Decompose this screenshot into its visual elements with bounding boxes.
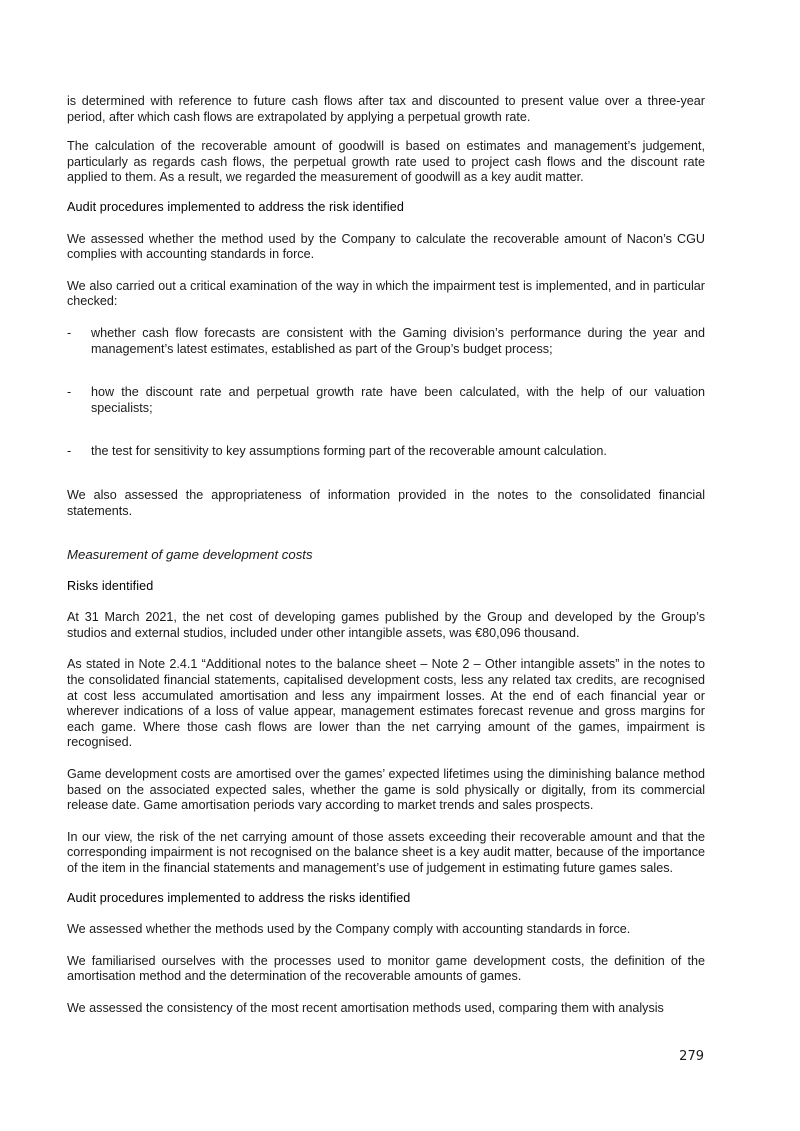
paragraph-goodwill-cashflows: is determined with reference to future cash flows after tax and discounted to present value over a three-year period, after which cash flows are extrapolated by applying a perpetual growth rate.: [67, 94, 705, 124]
list-item-text: the test for sensitivity to key assumptions forming part of the recoverable amount calculation.: [91, 444, 607, 459]
paragraph-method-assessment: We assessed whether the method used by the Company to calculate the recoverable amount of Nacon’s CGU complies with accounting standards in force.: [67, 231, 705, 262]
paragraph-net-cost: At 31 March 2021, the net cost of developing games published by the Group and developed by the Group’s studios and external studios, included under other intangible assets, was €80,096 thousand.: [67, 610, 705, 640]
subsection-title: Measurement of game development costs: [67, 547, 313, 563]
list-item: [67, 444, 705, 460]
paragraph-methods-compliance: We assessed whether the methods used by the Company comply with accounting standards in force.: [67, 922, 631, 937]
page-number: 279: [679, 1049, 704, 1064]
list-item: [67, 385, 705, 416]
heading-risks-identified: Risks identified: [67, 578, 154, 593]
list-item-text: how the discount rate and perpetual growth rate have been calculated, with the help of our valuation specialists;: [91, 385, 705, 415]
paragraph-note-reference: As stated in Note 2.4.1 “Additional notes to the balance sheet – Note 2 – Other intangible assets” in the notes to the consolidated financial statements, capitalised development costs, less any related tax credits, are recognised at cost less accumulated amortisation and less any impairment losses. At the end of each financial year or wherever indications of a loss of value appear, management estimates forecast revenue and gross margins for each game. Where those cash flows are lower than the net carrying amount of the games, impairment is recognised.: [67, 657, 705, 750]
paragraph-critical-examination: We also carried out a critical examination of the way in which the impairment test is implemented, and in particular checked:: [67, 278, 705, 309]
bullet-marker: -: [67, 444, 72, 459]
paragraph-goodwill-judgement: The calculation of the recoverable amount of goodwill is based on estimates and management’s judgement, particularly as regards cash flows, the perpetual growth rate used to project cash flows and the discount rate applied to them. As a result, we regarded the measurement of goodwill as a key audit matter.: [67, 139, 705, 185]
paragraph-consistency: We assessed the consistency of the most recent amortisation methods used, comparing them with analysis: [67, 1000, 664, 1015]
list-item: [67, 326, 705, 357]
document-page: [67, 94, 705, 1017]
heading-audit-procedures-risks: Audit procedures implemented to address the risks identified: [67, 890, 411, 905]
paragraph-key-audit-matter: In our view, the risk of the net carrying amount of those assets exceeding their recoverable amount and that the corresponding impairment is not recognised on the balance sheet is a key audit matter, because of the importance of the item in the financial statements and management’s use of judgement in estimating future games sales.: [67, 829, 705, 875]
bullet-marker: -: [67, 385, 72, 400]
paragraph-processes: We familiarised ourselves with the processes used to monitor game development costs, the definition of the amortisation method and the determination of the recoverable amounts of games.: [67, 953, 705, 984]
paragraph-amortisation: Game development costs are amortised over the games’ expected lifetimes using the diminishing balance method based on the associated expected sales, whether the game is sold physically or digitally, from its commercial release date. Game amortisation periods vary according to market trends and sales prospects.: [67, 767, 705, 813]
heading-audit-procedures-risk: Audit procedures implemented to address the risk identified: [67, 199, 405, 214]
list-item-text: whether cash flow forecasts are consistent with the Gaming division’s performance during the year and management’s latest estimates, established as part of the Group’s budget process;: [91, 325, 705, 356]
paragraph-notes-appropriateness: We also assessed the appropriateness of information provided in the notes to the consolidated financial statements.: [67, 487, 705, 518]
bullet-marker: -: [67, 325, 72, 340]
